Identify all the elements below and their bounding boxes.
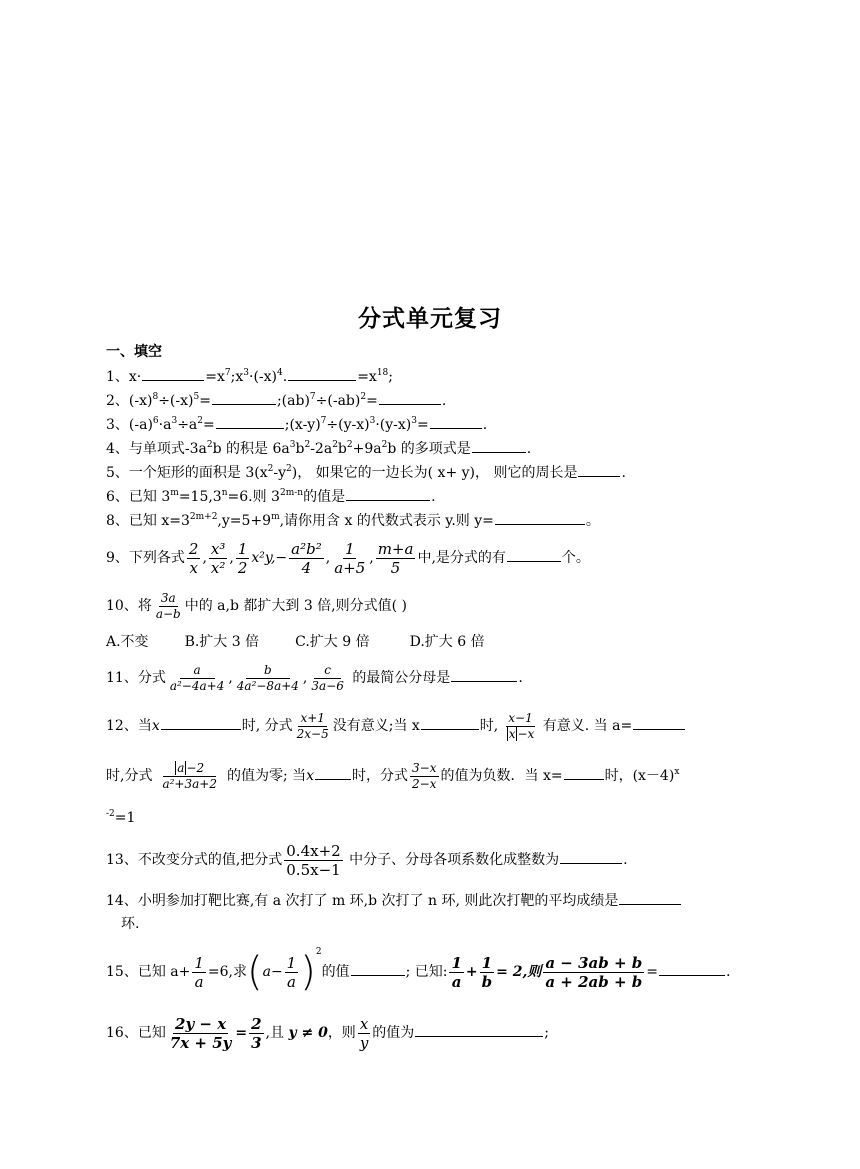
question-16: 16、已知 $\frac{2y - x}{7x + 5y}$ = $\frac{2}{3}$ ,且 y ≠ 0，则 $\frac{x}{y}$ 的值为 ; (106, 1014, 550, 1052)
section-heading: 一、填空 (106, 344, 162, 360)
answer-blank[interactable] (346, 486, 430, 501)
answer-blank[interactable] (451, 667, 517, 682)
fraction: $\frac{c}{3a-6}$ (311, 662, 344, 693)
question-2: 2、$(-x)^8\div(-x)^5=$ $;(ab)^7\div(-ab)^2=$ . (106, 392, 447, 409)
answer-blank[interactable] (212, 390, 276, 405)
answer-blank[interactable] (633, 715, 685, 730)
question-6: 6、已知 $3^m=15,3^n=6$.则 $3^{2m-n}$的值是 . (106, 488, 436, 505)
question-12-end: $^{-2}$=1 (106, 809, 136, 826)
option-d[interactable]: D.扩大 6 倍 (409, 634, 485, 650)
fraction: $\frac{m+a}{5}$ (377, 539, 414, 577)
fraction: $\frac{a}{\text{a²−4a+4}}$ (169, 662, 225, 693)
question-11: 11、分式 $\frac{a}{\text{a²−4a+4}}$ , $\frac{b}{\text{4a²−8a+4}}$ , $\frac{c}{3a-6}$ 的最简公分母是 . (106, 662, 523, 693)
question-9: 9、下列各式 $\frac{2}{x}$ , $\frac{\text{x³}}{\text{x²}}$ , $\frac{1}{2}$ x²y,− $\frac{\text{a²b²}}{4}$ , $\frac{1}{a+5}$ , $\frac{m+a}{5}$ 中,是分式的有 个。 (106, 539, 590, 577)
answer-blank[interactable] (430, 414, 482, 429)
question-1: 1、$x\cdot =x^7;x^3\cdot(-x)^4$. $=x^{18}$; (106, 368, 393, 385)
answer-blank[interactable] (379, 390, 441, 405)
answer-blank[interactable] (142, 366, 204, 381)
fraction: $\frac{1}{b}$ (481, 953, 493, 991)
fraction: $\frac{\text{x³}}{\text{x²}}$ (210, 539, 226, 577)
question-15: 15、已知 a+ $\frac{1}{a}$ =6,求(a− $\frac{1}{a}$ )$^2$的值 ; 已知: $\frac{1}{a}$ + $\frac{1}{b}$ = 2,则 $\frac{a - 3ab + b}{a + 2ab + b}$ = . (106, 947, 731, 995)
question-4: 4、与单项式$-3a^2b$ 的积是 $6a^3b^2-2a^2b^2+9a^2b$ 的多项式是 . (106, 440, 532, 457)
fraction: $\frac{3a}{a-b}$ (155, 590, 181, 621)
fraction: $\frac{1}{a}$ (286, 953, 297, 991)
question-14-cont: 环. (121, 916, 140, 932)
option-c[interactable]: C.扩大 9 倍 (295, 634, 370, 650)
fraction: $\frac{x+1}{2x-5}$ (296, 710, 329, 741)
question-14: 14、小明参加打靶比赛,有 a 次打了 m 环,b 次打了 n 环, 则此次打靶的平均成绩是 (106, 890, 682, 911)
fraction: $\frac{1}{a}$ (194, 953, 204, 991)
fraction: $\frac{x-1}{x -x}$ (508, 710, 535, 741)
question-12-cont: 时,分式 $\frac{a -2}{\text{a²+3a+2}}$ 的值为零; 当x 时，分式 $\frac{3-x}{2-x}$ 的值为负数．当 x= 时，$(x-4)^x$ (106, 760, 680, 791)
answer-blank[interactable] (619, 890, 681, 905)
question-13: 13、不改变分式的值,把分式 $\frac{0.4x+2}{0.5x-1}$ 中分子、分母各项系数化成整数为 . (106, 841, 628, 879)
answer-blank[interactable] (659, 961, 725, 976)
fraction: $\frac{0.4x+2}{0.5x-1}$ (286, 841, 341, 879)
option-a[interactable]: A.不变 (106, 634, 149, 650)
fraction: $\frac{1}{a}$ (451, 953, 462, 991)
answer-blank[interactable] (415, 1022, 543, 1037)
fraction: $\frac{a -2}{\text{a²+3a+2}}$ (162, 760, 217, 791)
fraction: $\frac{a - 3ab + b}{a + 2ab + b}$ (545, 953, 643, 991)
answer-blank[interactable] (288, 366, 356, 381)
option-b[interactable]: B.扩大 3 倍 (184, 634, 260, 650)
answer-blank[interactable] (315, 765, 351, 780)
answer-blank[interactable] (564, 765, 604, 780)
question-12: 12、当x 时, 分式 $\frac{x+1}{2x-5}$ 没有意义;当 x 时, $\frac{x-1}{x -x}$ 有意义. 当 a= (106, 708, 686, 744)
answer-blank[interactable] (472, 438, 526, 453)
fraction: $\frac{2y - x}{7x + 5y}$ (169, 1014, 232, 1052)
question-5: 5、一个矩形的面积是 $3(x^2-y^2)$， 如果它的一边长为( x+ y)， 则它的周长是 . (106, 464, 626, 481)
page-title: 分式单元复习 (358, 306, 502, 332)
fraction: $\frac{1}{2}$ (237, 539, 248, 577)
fraction: $\frac{b}{\text{4a²−8a+4}}$ (236, 662, 299, 693)
answer-blank[interactable] (421, 715, 479, 730)
fraction: $\frac{2}{3}$ (251, 1014, 262, 1052)
answer-blank[interactable] (216, 414, 284, 429)
fraction: $\frac{x}{y}$ (359, 1014, 369, 1052)
question-10-options (106, 632, 485, 652)
answer-blank[interactable] (495, 510, 585, 525)
question-3: 3、$(-a)^6\cdot a^3\div a^2=$ $;(x-y)^7\div(y-x)^3\cdot(y-x)^3=$ . (106, 416, 488, 433)
answer-blank[interactable] (560, 849, 622, 864)
answer-blank[interactable] (351, 961, 405, 976)
answer-blank[interactable] (161, 715, 241, 730)
fraction: $\frac{1}{a+5}$ (334, 539, 366, 577)
fraction: $\frac{2}{x}$ (188, 539, 199, 577)
answer-blank[interactable] (578, 462, 620, 477)
fraction: $\frac{3-x}{2-x}$ (412, 760, 437, 791)
answer-blank[interactable] (507, 547, 561, 562)
fraction: $\frac{\text{a²b²}}{4}$ (291, 539, 322, 577)
question-10: 10、将 $\frac{3a}{a-b}$ 中的 a,b 都扩大到 3 倍,则分式值( ) (106, 590, 408, 621)
question-8: 8、已知 $x=3^{2m+2},y=5+9^m$,请你用含 x 的代数式表示 y.则 y= 。 (106, 512, 600, 529)
